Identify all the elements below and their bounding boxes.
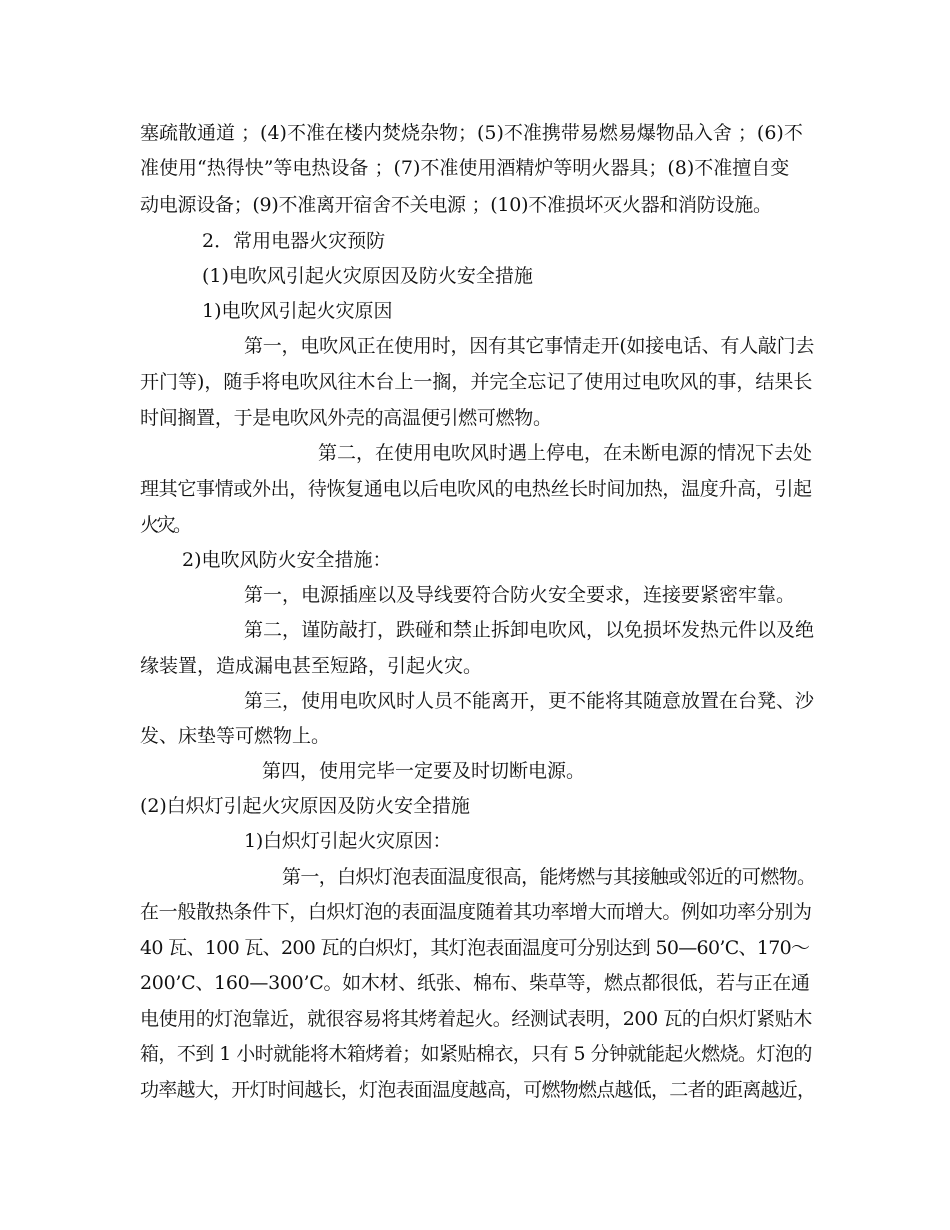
- subsection-heading: (1)电吹风引起火灾原因及防火安全措施: [202, 265, 533, 287]
- section-heading: 2．常用电器火灾预防: [202, 230, 386, 252]
- text-line: 第二，谨防敲打，跌碰和禁止拆卸电吹风，以免损坏发热元件以及绝: [244, 619, 815, 641]
- subsection-heading: (2)白炽灯引起火灾原因及防火安全措施: [140, 795, 470, 817]
- subsection-heading: 1)白炽灯引起火灾原因：: [244, 830, 452, 852]
- text-line: 在一般散热条件下，白炽灯泡的表面温度随着其功率增大而增大。例如功率分别为: [140, 901, 812, 923]
- text-line: 电使用的灯泡靠近，就很容易将其烤着起火。经测试表明，200 瓦的白炽灯紧贴木: [140, 1008, 812, 1030]
- text-line: 准使用“热得快”等电热设备 ；(7)不准使用酒精炉等明火器具；(8)不准擅自变: [140, 157, 790, 179]
- text-line: 塞疏散通道 ；(4)不准在楼内焚烧杂物；(5)不准携带易燃易爆物品入舍 ；(6)不: [140, 122, 803, 144]
- text-line: 箱，不到 1 小时就能将木箱烤着；如紧贴棉衣，只有 5 分钟就能起火燃烧。灯泡的: [140, 1043, 812, 1065]
- text-line: 理其它事情或外出，待恢复通电以后电吹风的电热丝长时间加热，温度升高，引起: [140, 478, 812, 500]
- text-line: 40 瓦、100 瓦、200 瓦的白炽灯，其灯泡表面温度可分别达到 50—60’C、170～: [140, 937, 810, 959]
- subsection-heading: 1)电吹风引起火灾原因: [202, 300, 393, 322]
- text-line: 发、床垫等可燃物上。: [140, 725, 331, 747]
- text-line: 第四，使用完毕一定要及时切断电源。: [262, 760, 586, 782]
- text-line: 200’C、160—300’C。如木材、纸张、棉布、柴草等，燃点都很低，若与正在通: [140, 972, 810, 994]
- text-line: 第一，白炽灯泡表面温度很高，能烤燃与其接触或邻近的可燃物。: [282, 866, 816, 888]
- text-line: 第三，使用电吹风时人员不能离开，更不能将其随意放置在台凳、沙: [244, 690, 815, 712]
- text-line: 第一，电吹风正在使用时，因有其它事情走开(如接电话、有人敲门去: [244, 335, 815, 357]
- text-line: 第一，电源插座以及导线要符合防火安全要求，连接要紧密牢靠。: [244, 584, 796, 606]
- text-line: 功率越大，开灯时间越长，灯泡表面温度越高，可燃物燃点越低，二者的距离越近，: [140, 1079, 816, 1101]
- text-line: 缘装置，造成漏电甚至短路，引起火灾。: [140, 655, 483, 677]
- text-line: 第二，在使用电吹风时遇上停电，在未断电源的情况下去处: [318, 442, 813, 464]
- text-line: 开门等)，随手将电吹风往木台上一搁，并完全忘记了使用过电吹风的事，结果长: [140, 371, 813, 393]
- text-line: 火灾。: [140, 514, 190, 536]
- text-line: 动电源设备；(9)不准离开宿舍不关电源 ；(10)不准损坏灭火器和消防设施。: [140, 194, 772, 216]
- text-line: 时间搁置，于是电吹风外壳的高温便引燃可燃物。: [140, 407, 552, 429]
- subsection-heading: 2)电吹风防火安全措施：: [182, 549, 392, 571]
